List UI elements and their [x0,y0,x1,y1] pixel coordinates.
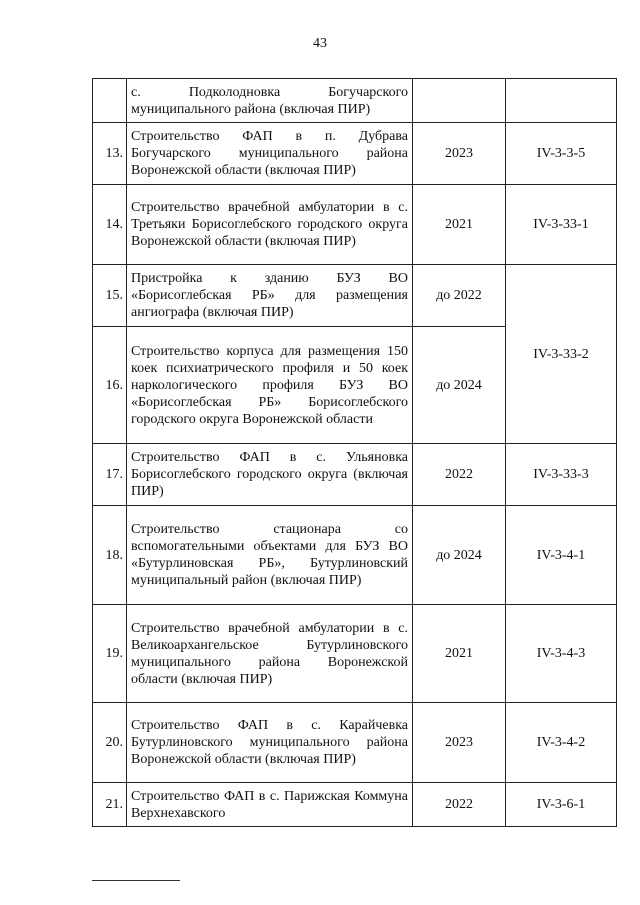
footnote-divider [92,880,180,881]
row-number: 20. [93,703,127,783]
row-number: 19. [93,605,127,703]
object-name: Строительство ФАП в п. Дубрава Богучарского муниципального района Воронежской области (включая ПИР) [127,123,413,185]
object-code: IV-3-33-2 [506,265,617,444]
object-code: IV-3-33-1 [506,185,617,265]
row-number [93,79,127,123]
deadline-year: 2021 [413,605,506,703]
table-row [93,444,617,506]
row-number: 14. [93,185,127,265]
object-code: IV-3-33-3 [506,444,617,506]
object-name: с. Подколодновка Богучарского муниципального района (включая ПИР) [127,79,413,123]
row-number: 18. [93,506,127,605]
deadline-year: 2021 [413,185,506,265]
object-name: Строительство ФАП в с. Карайчевка Бутурлиновского муниципального района Воронежской области (включая ПИР) [127,703,413,783]
table-row [93,79,617,123]
deadline-year: до 2024 [413,327,506,444]
object-code [506,79,617,123]
table-row [93,506,617,605]
table-row [93,605,617,703]
object-code: IV-3-4-3 [506,605,617,703]
table-row [93,123,617,185]
deadline-year: 2023 [413,703,506,783]
deadline-year [413,79,506,123]
object-name: Строительство врачебной амбулатории в с. Великоархангельское Бутурлиновского муниципального района Воронежской области (включая ПИР) [127,605,413,703]
row-number: 17. [93,444,127,506]
object-code: IV-3-4-2 [506,703,617,783]
table-row [93,703,617,783]
deadline-year: 2023 [413,123,506,185]
row-number: 15. [93,265,127,327]
deadline-year: до 2024 [413,506,506,605]
object-name: Строительство корпуса для размещения 150 коек психиатрического профиля и 50 коек наркологического профиля БУЗ ВО «Борисоглебская РБ» Борисоглебского городского округа Воронежской области [127,327,413,444]
object-name: Строительство врачебной амбулатории в с. Третьяки Борисоглебского городского округа Воронежской области (включая ПИР) [127,185,413,265]
row-number: 21. [93,783,127,827]
row-number: 16. [93,327,127,444]
deadline-year: до 2022 [413,265,506,327]
table-row [93,783,617,827]
object-code: IV-3-3-5 [506,123,617,185]
table-row [93,185,617,265]
objects-table [92,78,617,827]
object-name: Пристройка к зданию БУЗ ВО «Борисоглебская РБ» для размещения ангиографа (включая ПИР) [127,265,413,327]
object-name: Строительство ФАП в с. Ульяновка Борисоглебского городского округа (включая ПИР) [127,444,413,506]
deadline-year: 2022 [413,444,506,506]
object-name: Строительство ФАП в с. Парижская Коммуна Верхнехавского [127,783,413,827]
object-name: Строительство стационара со вспомогательными объектами для БУЗ ВО «Бутурлиновская РБ», Бутурлиновский муниципальный район (включая ПИР) [127,506,413,605]
deadline-year: 2022 [413,783,506,827]
page-number: 43 [313,36,327,51]
object-code: IV-3-6-1 [506,783,617,827]
table-row [93,265,617,327]
row-number: 13. [93,123,127,185]
object-code: IV-3-4-1 [506,506,617,605]
